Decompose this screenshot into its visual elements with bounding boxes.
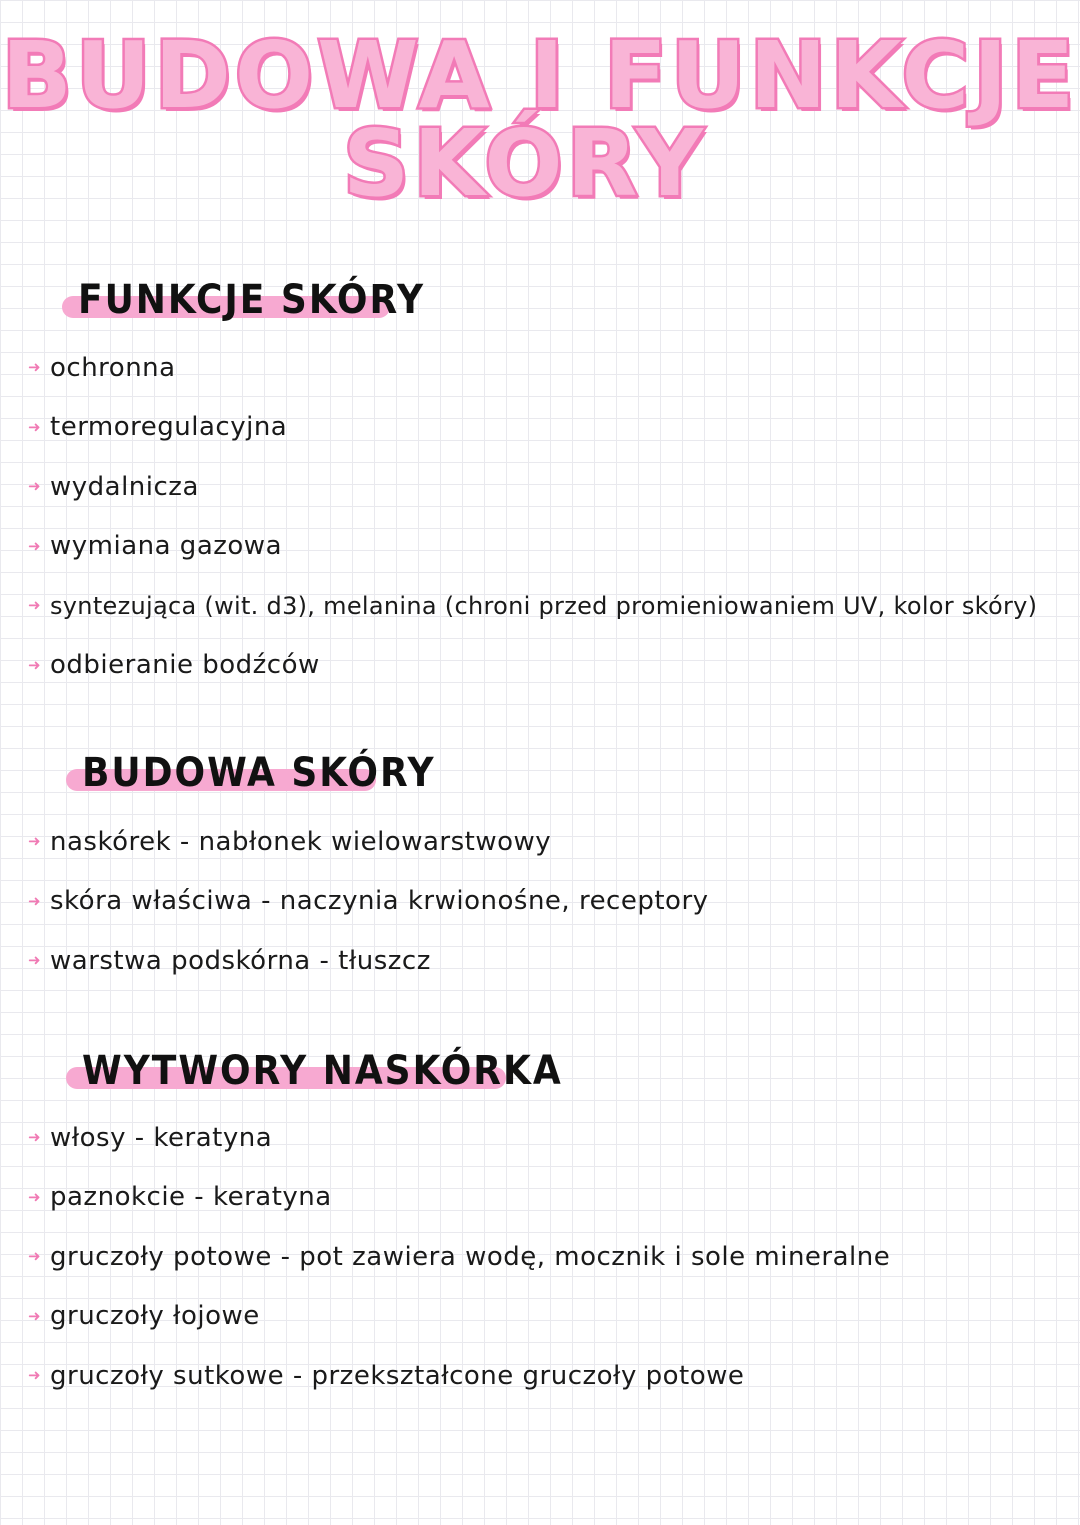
page-title-line-1: BUDOWA I FUNKCJE: [1, 22, 1079, 129]
section-heading-funkcje: [62, 276, 425, 324]
list-item: [28, 398, 1037, 458]
arrow-right-icon: ➜: [28, 477, 41, 496]
arrow-right-icon: ➜: [28, 1187, 41, 1206]
list-item-text: gruczoły potowe - pot zawiera wodę, mocznik i sole mineralne: [50, 1241, 891, 1272]
list-item: [28, 1108, 890, 1168]
list-funkcje: [28, 338, 1037, 695]
section-title-wytwory: WYTWORY NASKÓRKA: [82, 1048, 563, 1094]
list-item-text: odbieranie bodźców: [50, 650, 320, 681]
arrow-right-icon: ➜: [28, 358, 41, 377]
list-wytwory: [28, 1108, 890, 1406]
arrow-right-icon: ➜: [28, 891, 41, 910]
list-item-text: gruczoły sutkowe - przekształcone gruczoły potowe: [50, 1360, 745, 1391]
list-item-text: termoregulacyjna: [50, 412, 288, 443]
list-item: [28, 872, 709, 932]
list-item-text: gruczoły łojowe: [50, 1301, 260, 1332]
list-item-text: paznokcie - keratyna: [50, 1182, 332, 1213]
arrow-right-icon: ➜: [28, 596, 41, 615]
arrow-right-icon: ➜: [28, 1306, 41, 1325]
list-item: [28, 1168, 890, 1228]
list-item-text: skóra właściwa - naczynia krwionośne, receptory: [50, 886, 709, 917]
list-item: [28, 576, 1037, 636]
list-item-text: włosy - keratyna: [50, 1122, 273, 1153]
list-item-text: naskórek - nabłonek wielowarstwowy: [50, 826, 552, 857]
list-budowa: [28, 812, 709, 991]
list-item-text: wymiana gazowa: [50, 531, 282, 562]
list-item: [28, 457, 1037, 517]
arrow-right-icon: ➜: [28, 951, 41, 970]
arrow-right-icon: ➜: [28, 1366, 41, 1385]
list-item-text: ochronna: [50, 352, 176, 383]
list-item: [28, 636, 1037, 696]
section-title-funkcje: FUNKCJE SKÓRY: [78, 277, 426, 323]
list-item: [28, 1227, 890, 1287]
list-item-text: wydalnicza: [50, 471, 199, 502]
section-title-budowa: BUDOWA SKÓRY: [82, 750, 436, 796]
list-item: [28, 1287, 890, 1347]
list-item: [28, 931, 709, 991]
arrow-right-icon: ➜: [28, 655, 41, 674]
arrow-right-icon: ➜: [28, 832, 41, 851]
list-item: [28, 517, 1037, 577]
section-heading-wytwory: [66, 1047, 563, 1095]
section-heading-budowa: [66, 749, 436, 797]
list-item-text: syntezująca (wit. d3), melanina (chroni przed promieniowaniem UV, kolor skóry): [50, 591, 1038, 620]
arrow-right-icon: ➜: [28, 1128, 41, 1147]
list-item: [28, 338, 1037, 398]
arrow-right-icon: ➜: [28, 1247, 41, 1266]
arrow-right-icon: ➜: [28, 536, 41, 555]
list-item: [28, 812, 709, 872]
list-item-text: warstwa podskórna - tłuszcz: [50, 945, 431, 976]
arrow-right-icon: ➜: [28, 417, 41, 436]
list-item: [28, 1346, 890, 1406]
page-title-line-2: SKÓRY: [342, 110, 708, 217]
